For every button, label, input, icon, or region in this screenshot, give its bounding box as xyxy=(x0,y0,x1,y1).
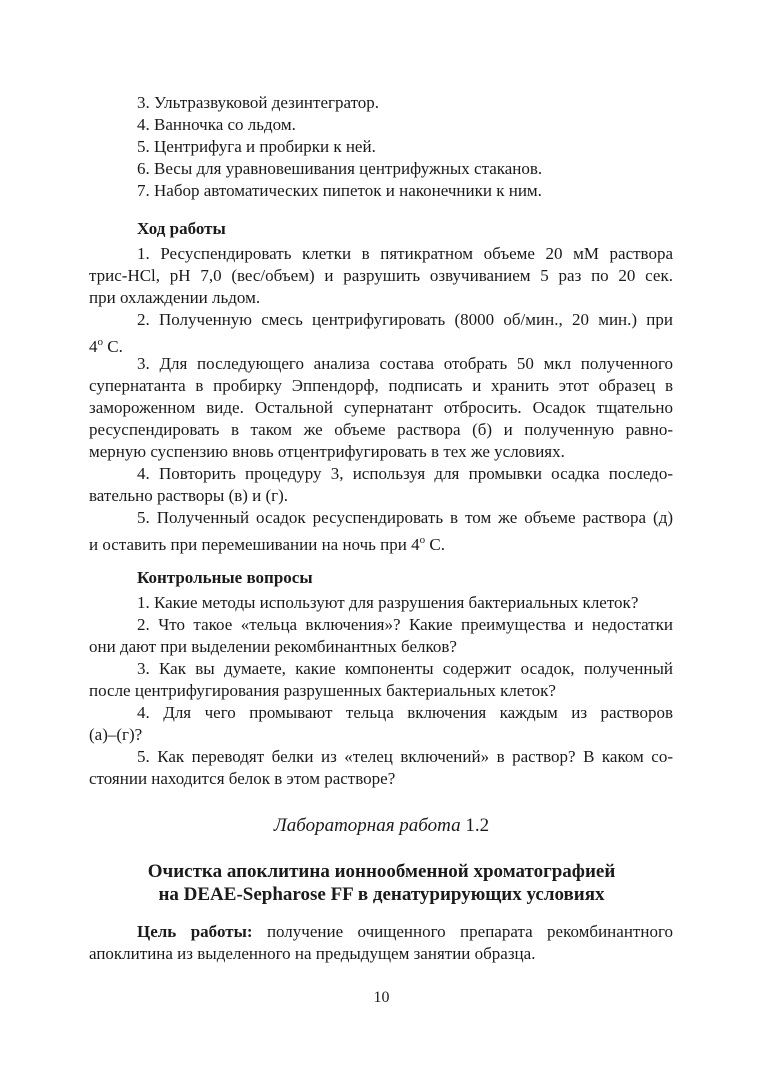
paragraph-line: 4$^o$ С. xyxy=(89,336,123,356)
question-line: 3. Как вы думаете, какие компоненты содержит осадок, полученный xyxy=(137,659,673,678)
question-line: 5. Как переводят белки из «телец включений» в раствор? В каком со- xyxy=(137,747,673,766)
paragraph-line: 4. Повторить процедуру 3, используя для промывки осадка последо- xyxy=(137,464,673,483)
paragraph-line: 3. Для последующего анализа состава отобрать 50 мкл полученного xyxy=(137,354,673,373)
paragraph-line: 2. Полученную смесь центрифугировать (8000 об/мин., 20 мин.) при xyxy=(137,310,673,329)
paragraph-line: и оставить при перемешивании на ночь при 4$^o$ С. xyxy=(89,534,445,554)
section-heading-procedure: Ход работы xyxy=(137,219,226,238)
question-line: (а)–(г)? xyxy=(89,725,143,744)
list-item: 3. Ультразвуковой дезинтегратор. xyxy=(137,93,380,112)
page-number: 10 xyxy=(373,989,390,1006)
question-line: они дают при выделении рекомбинантных белков? xyxy=(89,637,457,656)
list-item: 6. Весы для уравновешивания центрифужных стаканов. xyxy=(137,159,543,178)
list-item: 7. Набор автоматических пипеток и наконечники к ним. xyxy=(137,181,542,200)
lab-title-line: на DEAE-Sepharose FF в денатурирующих условиях xyxy=(158,884,605,905)
goal-line: апоклитина из выделенного на предыдущем занятии образца. xyxy=(89,944,536,963)
paragraph-line: вательно растворы (в) и (г). xyxy=(89,486,289,505)
paragraph-line: мерную суспензию вновь отцентрифугировать в тех же условиях. xyxy=(89,442,565,461)
lab-work-label: Лабораторная работа 1.2 xyxy=(273,815,490,836)
degree-mark: o xyxy=(97,336,103,348)
goal-label: Цель работы: xyxy=(137,922,253,941)
paragraph-line: ресуспендировать в таком же объеме раствора (б) и полученную равно- xyxy=(89,420,673,439)
paragraph-line: 1. Ресуспендировать клетки в пятикратном объеме 20 мМ раствора xyxy=(137,244,673,263)
paragraph-line: трис-HCl, pH 7,0 (вес/объем) и разрушить озвучиванием 5 раз по 20 сек. xyxy=(89,266,673,285)
list-item: 5. Центрифуга и пробирки к ней. xyxy=(137,137,376,156)
section-heading-questions: Контрольные вопросы xyxy=(137,568,313,587)
paragraph-line: замороженном виде. Остальной супернатант отбросить. Осадок тщательно xyxy=(89,398,673,417)
paragraph-line: при охлаждении льдом. xyxy=(89,288,261,307)
question-line: 1. Какие методы используют для разрушения бактериальных клеток? xyxy=(137,593,639,612)
question-line: 2. Что такое «тельца включения»? Какие преимущества и недостатки xyxy=(137,615,673,634)
goal-line: Цель работы: получение очищенного препарата рекомбинантного xyxy=(137,922,673,941)
question-line: 4. Для чего промывают тельца включения каждым из растворов xyxy=(137,703,673,722)
question-line: после центрифугирования разрушенных бактериальных клеток? xyxy=(89,681,556,700)
lab-title-line: Очистка апоклитина ионнообменной хроматографией xyxy=(147,861,616,882)
paragraph-line: 5. Полученный осадок ресуспендировать в том же объеме раствора (д) xyxy=(137,508,673,527)
paragraph-line: супернатанта в пробирку Эппендорф, подписать и хранить этот образец в xyxy=(89,376,673,395)
question-line: стоянии находится белок в этом растворе? xyxy=(89,769,396,788)
list-item: 4. Ванночка со льдом. xyxy=(137,115,296,134)
degree-mark: o xyxy=(419,534,426,546)
